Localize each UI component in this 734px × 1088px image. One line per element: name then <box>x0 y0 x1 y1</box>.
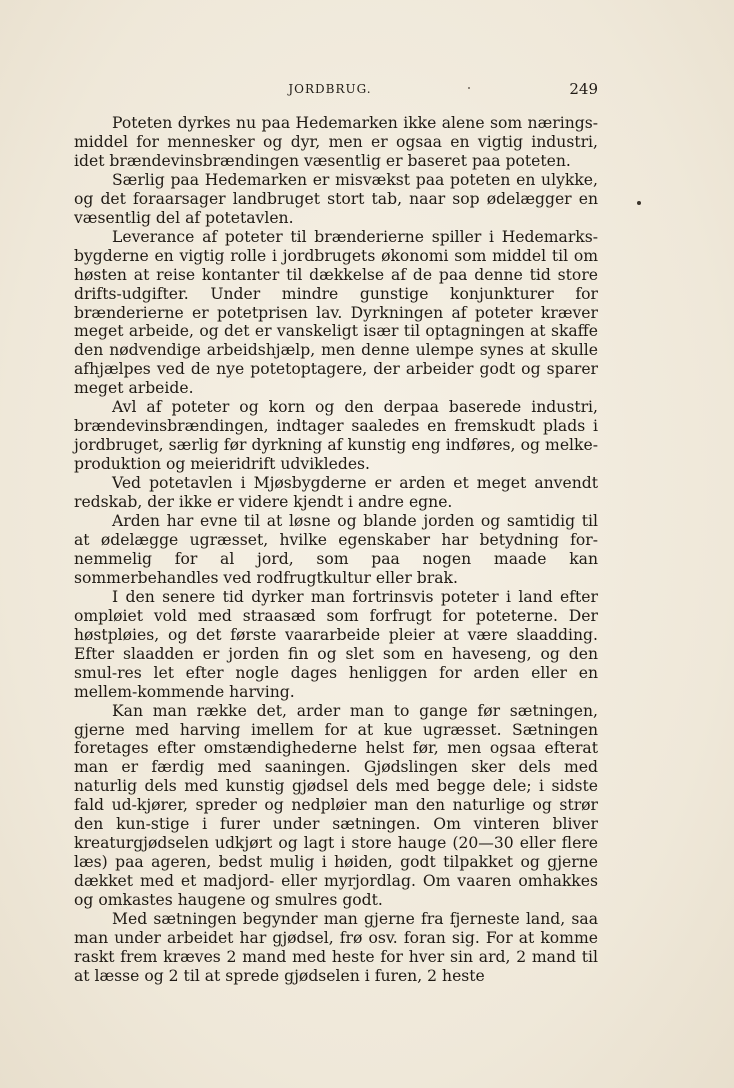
page-number: 249 <box>569 80 598 98</box>
paragraph: Avl af poteter og korn og den derpaa baserede industri, brændevinsbrændingen, indtager saaledes en fremskudt plads i jordbruget, særlig før dyrkning af kunstig eng indføres, og melke-produktion og meieridrift udvikledes. <box>74 398 598 474</box>
chapter-title: JORDBRUG. <box>288 82 372 96</box>
paragraph: Leverance af poteter til brænderierne spiller i Hedemarks-bygderne en vigtig rolle i jordbrugets økonomi som middel til om høsten at reise kontanter til dækkelse af de paa denne tid store drifts-udgifter. Under mindre gunstige konjunkturer for brænderierne er potetprisen lav. Dyrkningen af poteter kræver meget arbeide, og det er vanskeligt især til optagningen at skaffe den nødvendige arbeidshjælp, men denne ulempe synes at skulle afhjælpes ved de nye potetoptagere, der arbeider godt og sparer meget arbeide. <box>74 227 598 398</box>
margin-ink-dot <box>637 201 641 205</box>
paragraph: Særlig paa Hedemarken er misvækst paa poteten en ulykke, og det foraarsager landbruget stort tab, naar sop ødelægger en væsentlig del af potetavlen. <box>74 170 598 227</box>
paragraph: Ved potetavlen i Mjøsbygderne er arden et meget anvendt redskab, der ikke er videre kjendt i andre egne. <box>74 474 598 512</box>
body-text <box>74 114 598 986</box>
paragraph: Arden har evne til at løsne og blande jorden og samtidig til at ødelægge ugræsset, hvilke egenskaber har betydning for-nemmelig for al jord, som paa nogen maade kan sommerbehandles ved rodfrugtkultur eller brak. <box>74 512 598 587</box>
paragraph: Kan man række det, arder man to gange før sætningen, gjerne med harving imellem for at kue ugræsset. Sætningen foretages efter omstændighederne helst før, men ogsaa efterat man er færdig med saaningen. Gjødslingen sker dels med naturlig dels med kunstig gjødsel dels med begge dele; i sidste fald ud-kjører, spreder og nedpløier man den naturlige og strør den kun-stige i furer under sætningen. Om vinteren bliver kreaturgjødselen udkjørt og lagt i store hauge (20—30 eller flere læs) paa ageren, bedst mulig i høiden, godt tilpakket og gjerne dækket med et madjord- eller myrjordlag. Om vaaren omhakkes og omkastes haugene og smulres godt. <box>74 701 598 910</box>
ink-speck <box>468 87 470 89</box>
paragraph: I den senere tid dyrker man fortrinsvis poteter i land efter ompløiet vold med straasæd som forfrugt for poteterne. Der høstpløies, og det første vaararbeide pleier at være slaadding. Efter slaadden er jorden fin og slet som en haveseng, og den smul-res let efter nogle dages henliggen for arden eller en mellem-kommende harving. <box>74 587 598 701</box>
paragraph: Med sætningen begynder man gjerne fra fjerneste land, saa man under arbeidet har gjødsel, frø osv. foran sig. For at komme raskt frem kræves 2 mand med heste for hver sin ard, 2 mand til at læsse og 2 til at sprede gjødselen i furen, 2 heste <box>74 910 598 985</box>
running-head <box>0 80 734 100</box>
paragraph: Poteten dyrkes nu paa Hedemarken ikke alene som nærings-middel for mennesker og dyr, men er ogsaa en vigtig industri, idet brændevinsbrændingen væsentlig er baseret paa poteten. <box>74 114 598 170</box>
